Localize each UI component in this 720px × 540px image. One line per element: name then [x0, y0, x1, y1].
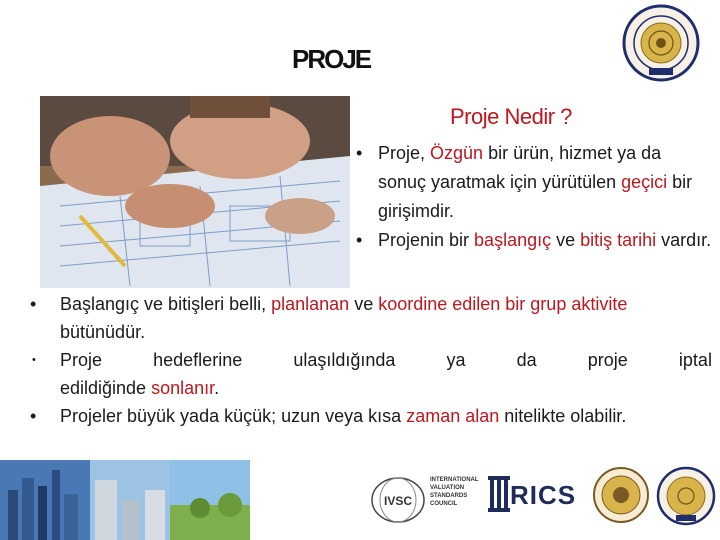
- page-title: PROJE: [292, 44, 371, 74]
- list-item: • Projenin bir başlangıç ve bitiş tarihi vardır.: [356, 226, 712, 255]
- section-subtitle: Proje Nedir ?: [450, 104, 572, 129]
- rics-logo-text: RICS: [510, 480, 577, 510]
- blueprint-photo: [40, 96, 350, 288]
- list-item: • Proje, Özgün bir ürün, hizmet ya da sonuç yaratmak için yürütülen geçici bir girişimdir.: [356, 139, 712, 226]
- list-item: • Projeler büyük yada küçük; uzun veya kısa zaman alan nitelikte olabilir.: [30, 402, 712, 430]
- ivsc-logo-icon: [368, 474, 428, 526]
- list-item: • Proje hedeflerine ulaşıldığında ya da proje iptal edildiğinde sonlanır.: [30, 346, 712, 402]
- list-item: • Başlangıç ve bitişleri belli, planlanan ve koordine edilen bir grup aktivite bütünüdür.: [30, 290, 712, 346]
- ankara-university-seal-icon: [622, 4, 700, 82]
- partner-logos: [360, 462, 720, 532]
- rics-logo-icon: [488, 476, 510, 512]
- city-skyline-image: [0, 460, 250, 540]
- bullet-icon: •: [30, 294, 37, 314]
- bullet-icon: •: [30, 406, 37, 426]
- ivsc-label: IVSC: [383, 494, 413, 508]
- right-bullet-list: [356, 139, 712, 255]
- bullet-icon: •: [32, 354, 36, 366]
- seal-icon: [592, 466, 650, 524]
- main-bullet-list: [30, 290, 712, 430]
- ivsc-caption: INTERNATIONAL VALUATION STANDARDS COUNCIL: [430, 477, 479, 507]
- bullet-icon: •: [356, 230, 363, 250]
- bullet-icon: •: [356, 143, 363, 163]
- ankara-university-seal-icon: [656, 466, 716, 526]
